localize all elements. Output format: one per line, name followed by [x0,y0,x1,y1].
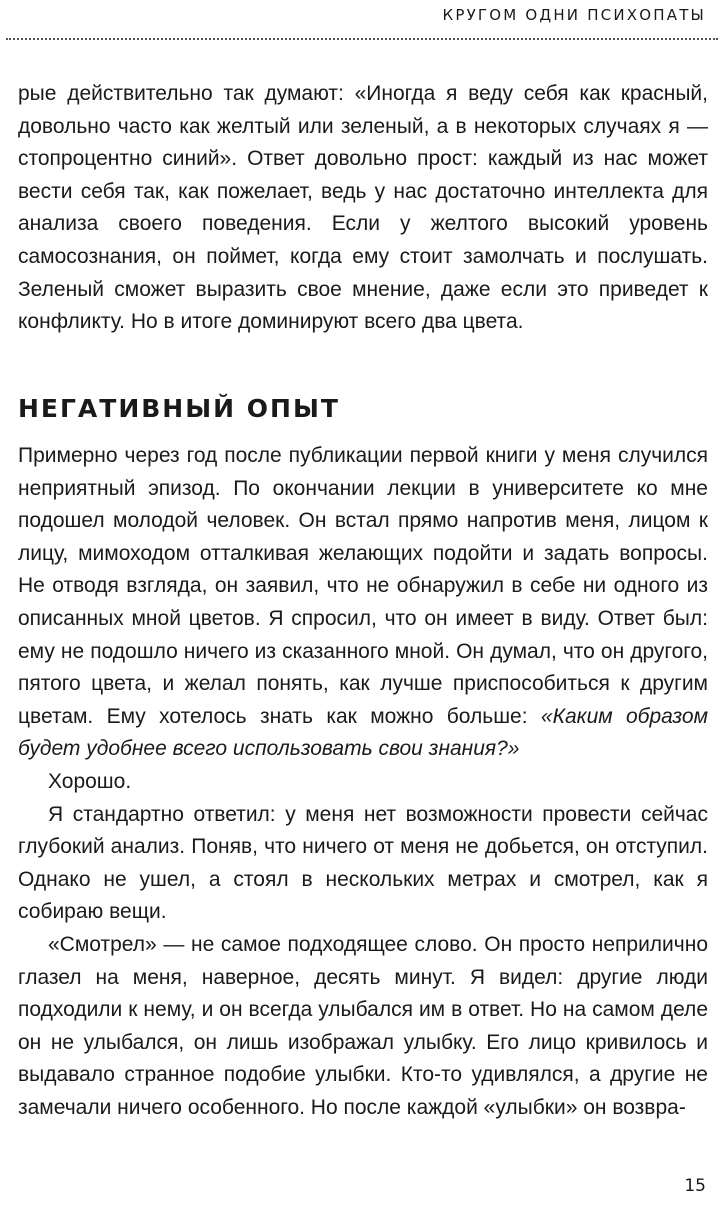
page-number: 15 [684,1176,706,1196]
section-heading: НЕГАТИВНЫЙ ОПЫТ [18,394,340,423]
paragraph-3: Я стандартно ответил: у меня нет возможности провести сейчас глубокий анализ. Поняв, что ничего от меня не добьется, он отступил. Однако не ушел, а стоял в нескольких метрах и смотрел, как я собираю вещи. [18,802,708,924]
header-divider [6,38,718,40]
section-body [18,440,708,1124]
paragraph-1-text: Примерно через год после публикации первой книги у меня случился неприятный эпизод. По окончании лекции в университете ко мне подошел молодой человек. Он встал прямо напротив меня, лицом к лицу, мимоходом отталкивая желающих подойти и задать вопросы. Не отводя взгляда, он заявил, что не обнаружил в себе ни одного из описанных мной цветов. Я спросил, что он имеет в виду. Ответ был: ему не подошло ничего из сказанного мной. Он думал, что он другого, пятого цвета, и желал понять, как лучше приспособиться к другим цветам. Ему хотелось знать как можно больше: [18,444,708,728]
intro-paragraph: рые действительно так думают: «Иногда я веду себя как красный, довольно часто как желтый или зеленый, а в некоторых случаях я — стопроцентно синий». Ответ довольно прост: каждый из нас может вести себя так, как пожелает, ведь у нас достаточно интеллекта для анализа своего поведения. Если у желтого высокий уровень самосознания, он поймет, когда ему стоит замолчать и послушать. Зеленый сможет выразить свое мнение, даже если это приведет к конфликту. Но в итоге доминируют всего два цвета. [18,82,708,334]
paragraph-1 [18,440,708,766]
paragraph-2: Хорошо. [48,769,132,793]
running-head: КРУГОМ ОДНИ ПСИХОПАТЫ [442,6,706,24]
paragraph-4: «Смотрел» — не самое подходящее слово. Он просто неприлично глазел на меня, наверное, десять минут. Я видел: другие люди подходили к нему, и он всегда улыбался им в ответ. Но на самом деле он не улыбался, он лишь изображал улыбку. Его лицо кривилось и выдавало странное подобие улыбки. Кто-то удивлялся, а другие не замечали ничего особенного. Но после каждой «улыбки» он возвра- [18,932,708,1119]
paragraph-1-quote: «Каким образом будет удобнее всего использовать свои знания?» [18,704,708,761]
intro-text-block [18,78,708,339]
